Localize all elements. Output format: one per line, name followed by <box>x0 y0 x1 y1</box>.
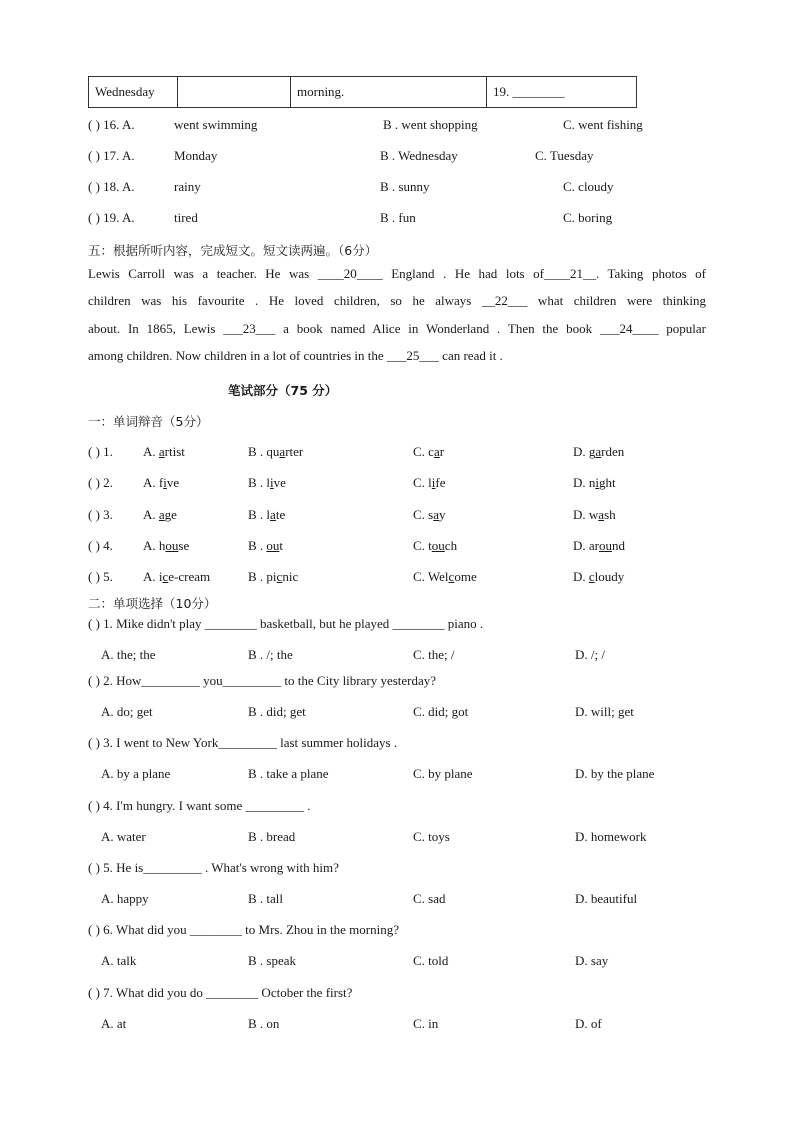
question-stem: ( ) 5. He is_________ . What's wrong with him? <box>88 860 339 875</box>
option-c: C. in <box>413 1016 439 1031</box>
underlined-letters: c <box>276 569 283 584</box>
underlined-letters: a <box>279 444 286 459</box>
option-c: C. car <box>413 444 445 459</box>
underlined-letters: a <box>433 507 440 522</box>
question-number: ( ) 5. <box>88 569 113 584</box>
section-heading: 二：单项选择（10分） <box>88 596 217 611</box>
option-b: B . take a plane <box>248 766 329 781</box>
question-stem: ( ) 4. I'm hungry. I want some _________ . <box>88 798 311 813</box>
option-b: B . quarter <box>248 444 304 459</box>
written-part-title: 笔试部分（75 分） <box>228 383 338 398</box>
table-cell: 19. ________ <box>487 77 637 108</box>
question-number: ( ) 2. <box>88 475 113 490</box>
option-d: D. garden <box>573 444 625 459</box>
option-b: B . picnic <box>248 569 299 584</box>
option-a: Monday <box>174 148 218 163</box>
option-a: A. the; the <box>101 647 156 662</box>
question-number: ( ) 18. A. <box>88 179 135 194</box>
question-stem: ( ) 6. What did you ________ to Mrs. Zhou in the morning? <box>88 922 400 937</box>
question-number: ( ) 4. <box>88 538 113 553</box>
underlined-letters: i <box>163 475 167 490</box>
option-c: C. did; got <box>413 704 469 719</box>
option-c: C. boring <box>563 210 613 225</box>
question-stem: ( ) 7. What did you do ________ October the first? <box>88 985 353 1000</box>
passage-line: children was his favourite . He loved children, so he always __22___ what children were thinking <box>88 293 706 308</box>
option-b: B . on <box>248 1016 280 1031</box>
option-a: tired <box>174 210 198 225</box>
option-b: B . out <box>248 538 284 553</box>
table-cell: Wednesday <box>89 77 178 108</box>
option-d: D. night <box>573 475 616 490</box>
passage-line: about. In 1865, Lewis ___23___ a book named Alice in Wonderland . Then the book ___24____ popular <box>88 321 706 336</box>
underlined-letters: a <box>270 507 276 522</box>
table-cell: morning. <box>291 77 487 108</box>
option-c: C. Tuesday <box>535 148 594 163</box>
option-d: D. around <box>573 538 625 553</box>
option-b: B . speak <box>248 953 297 968</box>
option-a: went swimming <box>174 117 258 132</box>
option-c: C. cloudy <box>563 179 614 194</box>
underlined-letters: a <box>598 507 605 522</box>
option-d: D. say <box>575 953 609 968</box>
option-b: B . late <box>248 507 286 522</box>
option-d: D. beautiful <box>575 891 638 906</box>
option-b: B . Wednesday <box>380 148 458 163</box>
underlined-letters: i <box>595 475 600 490</box>
underlined-letters: i <box>431 475 436 490</box>
schedule-table <box>88 76 637 108</box>
underlined-letters: c <box>448 569 455 584</box>
option-b: B . live <box>248 475 286 490</box>
option-b: B . /; the <box>248 647 293 662</box>
option-b: B . sunny <box>380 179 430 194</box>
option-a: A. five <box>143 475 180 490</box>
section-heading: 五：根据所听内容，完成短文。短文读两遍。（6分） <box>88 243 378 258</box>
option-a: A. by a plane <box>101 766 171 781</box>
option-b: B . went shopping <box>383 117 478 132</box>
option-a: A. artist <box>143 444 185 459</box>
underlined-letters: a <box>595 444 602 459</box>
underlined-letters: ou <box>599 538 612 553</box>
question-stem: ( ) 2. How_________ you_________ to the City library yesterday? <box>88 673 437 688</box>
table-row <box>89 77 637 108</box>
question-number: ( ) 19. A. <box>88 210 135 225</box>
option-b: B . did; get <box>248 704 306 719</box>
question-number: ( ) 3. <box>88 507 113 522</box>
question-stem: ( ) 1. Mike didn't play ________ basketball, but he played ________ piano . <box>88 616 484 631</box>
option-c: C. told <box>413 953 449 968</box>
option-d: D. will; get <box>575 704 634 719</box>
option-a: A. ice-cream <box>143 569 211 584</box>
option-c: C. sad <box>413 891 446 906</box>
passage-line: Lewis Carroll was a teacher. He was ____20____ England . He had lots of____21__. Taking photos of <box>88 266 706 281</box>
option-d: D. by the plane <box>575 766 655 781</box>
option-c: C. by plane <box>413 766 473 781</box>
option-c: C. say <box>413 507 446 522</box>
underlined-letters: ou <box>165 538 179 553</box>
option-d: D. wash <box>573 507 616 522</box>
underlined-letters: a <box>158 444 165 459</box>
option-d: D. homework <box>575 829 647 844</box>
option-d: D. of <box>575 1016 602 1031</box>
section-heading: 一：单词辩音（5分） <box>88 414 209 429</box>
option-a: A. at <box>101 1016 127 1031</box>
option-a: A. house <box>143 538 190 553</box>
question-number: ( ) 16. A. <box>88 117 135 132</box>
option-c: C. Welcome <box>413 569 477 584</box>
option-c: C. the; / <box>413 647 455 662</box>
question-number: ( ) 1. <box>88 444 113 459</box>
option-a: A. age <box>143 507 177 522</box>
passage-line: among children. Now children in a lot of countries in the ___25___ can read it . <box>88 348 503 363</box>
option-a: A. talk <box>101 953 137 968</box>
table-cell <box>178 77 291 108</box>
option-d: D. cloudy <box>573 569 625 584</box>
option-c: C. went fishing <box>563 117 643 132</box>
question-number: ( ) 17. A. <box>88 148 135 163</box>
option-c: C. touch <box>413 538 458 553</box>
underlined-letters: a <box>433 444 440 459</box>
option-a: rainy <box>174 179 201 194</box>
underlined-letters: a <box>158 507 165 522</box>
option-c: C. life <box>413 475 446 490</box>
question-stem: ( ) 3. I went to New York_________ last summer holidays . <box>88 735 398 750</box>
option-d: D. /; / <box>575 647 605 662</box>
option-b: B . bread <box>248 829 296 844</box>
underlined-letters: i <box>270 475 274 490</box>
option-b: B . fun <box>380 210 416 225</box>
underlined-letters: c <box>162 569 169 584</box>
underlined-letters: c <box>588 569 595 584</box>
option-a: A. do; get <box>101 704 153 719</box>
option-b: B . tall <box>248 891 284 906</box>
option-a: A. water <box>101 829 146 844</box>
option-c: C. toys <box>413 829 450 844</box>
underlined-letters: ou <box>431 538 445 553</box>
option-a: A. happy <box>101 891 149 906</box>
underlined-letters: ou <box>266 538 280 553</box>
